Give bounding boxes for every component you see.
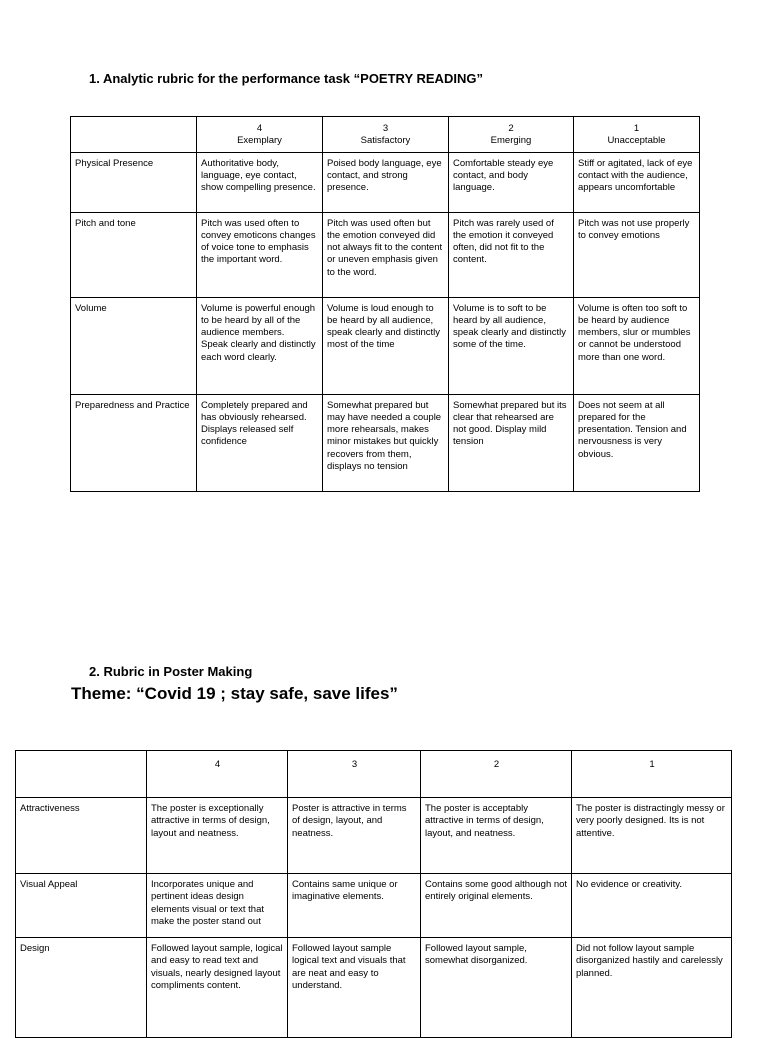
rubric-cell: Poised body language, eye contact, and strong presence. [323, 152, 449, 212]
rubric-cell: Pitch was rarely used of the emotion it conveyed often, did not fit to the content. [449, 212, 574, 297]
rubric-cell: Followed layout sample, somewhat disorganized. [421, 938, 572, 1038]
rubric-cell: Incorporates unique and pertinent ideas design elements visual or text that make the poster stand out [147, 874, 288, 938]
table-header-row [71, 117, 700, 153]
criterion-cell: Pitch and tone [71, 212, 197, 297]
rubric-cell: Contains some good although not entirely original elements. [421, 874, 572, 938]
criterion-cell: Visual Appeal [16, 874, 147, 938]
rubric-cell: Stiff or agitated, lack of eye contact with the audience, appears uncomfortable [574, 152, 700, 212]
header-label: Satisfactory [360, 135, 411, 147]
rubric-cell: The poster is acceptably attractive in terms of design, layout, and neatness. [421, 798, 572, 874]
rubric-cell: Completely prepared and has obviously rehearsed. Displays released self confidence [197, 394, 323, 491]
rubric-cell: Authoritative body, language, eye contact, show compelling presence. [197, 152, 323, 212]
rubric-cell: Contains same unique or imaginative elements. [288, 874, 421, 938]
header-score: 1 [572, 751, 732, 798]
header-empty-cell [16, 751, 147, 798]
rubric-cell: Followed layout sample logical text and visuals that are neat and easy to understand. [288, 938, 421, 1038]
table-row [71, 152, 700, 212]
rubric1-title: 1. Analytic rubric for the performance task “POETRY READING” [89, 71, 483, 86]
rubric-cell: Volume is loud enough to be heard by all audience, speak clearly and distinctly most of the time [323, 297, 449, 394]
criterion-cell: Volume [71, 297, 197, 394]
rubric-cell: Comfortable steady eye contact, and body language. [449, 152, 574, 212]
header-cell [574, 117, 700, 153]
header-score: 4 [256, 123, 263, 134]
header-score: 3 [288, 751, 421, 798]
rubric-cell: Followed layout sample, logical and easy to read text and visuals, nearly designed layout compliments content. [147, 938, 288, 1038]
rubric-cell: Volume is often too soft to be heard by audience members, slur or mumbles or cannot be understood more than one word. [574, 297, 700, 394]
rubric-cell: The poster is distractingly messy or very poorly designed. Its is not attentive. [572, 798, 732, 874]
rubric2-title: 2. Rubric in Poster Making [89, 664, 253, 679]
table-row [71, 297, 700, 394]
table-row [16, 798, 732, 874]
rubric-cell: Pitch was used often to convey emoticons changes of voice tone to emphasis the important word. [197, 212, 323, 297]
poster-making-rubric-table [15, 750, 732, 1038]
poster-theme: Theme: “Covid 19 ; stay safe, save lifes” [71, 684, 398, 703]
header-cell [323, 117, 449, 153]
rubric-cell: Somewhat prepared but its clear that rehearsed are not good. Display mild tension [449, 394, 574, 491]
header-empty-cell [71, 117, 197, 153]
table-row [71, 212, 700, 297]
header-score: 3 [382, 123, 389, 134]
table-row [16, 938, 732, 1038]
rubric-cell: Did not follow layout sample disorganized hastily and carelessly planned. [572, 938, 732, 1038]
header-cell [197, 117, 323, 153]
rubric-cell: Pitch was not use properly to convey emotions [574, 212, 700, 297]
rubric-cell: Somewhat prepared but may have needed a couple more rehearsals, makes minor mistakes but quickly recovers from them, displays no tension [323, 394, 449, 491]
header-label: Unacceptable [607, 135, 666, 147]
header-score: 2 [421, 751, 572, 798]
rubric-cell: Pitch was used often but the emotion conveyed did not always fit to the content or uneven emphasis given to the word. [323, 212, 449, 297]
header-cell [449, 117, 574, 153]
rubric-cell: No evidence or creativity. [572, 874, 732, 938]
criterion-cell: Physical Presence [71, 152, 197, 212]
rubric-cell: The poster is exceptionally attractive in terms of design, layout and neatness. [147, 798, 288, 874]
poetry-reading-rubric-table [70, 116, 700, 492]
header-score: 4 [147, 751, 288, 798]
criterion-cell: Attractiveness [16, 798, 147, 874]
rubric-cell: Volume is powerful enough to be heard by all of the audience members. Speak clearly and distinctly each word clearly. [197, 297, 323, 394]
header-label: Emerging [490, 135, 532, 147]
table-row [71, 394, 700, 491]
header-score: 1 [633, 123, 640, 134]
criterion-cell: Preparedness and Practice [71, 394, 197, 491]
rubric-cell: Does not seem at all prepared for the presentation. Tension and nervousness is very obvious. [574, 394, 700, 491]
table-row [16, 874, 732, 938]
table-header-row [16, 751, 732, 798]
header-score: 2 [508, 123, 514, 134]
rubric-cell: Poster is attractive in terms of design, layout, and neatness. [288, 798, 421, 874]
rubric-cell: Volume is to soft to be heard by all audience, speak clearly and distinctly some of the time. [449, 297, 574, 394]
criterion-cell: Design [16, 938, 147, 1038]
header-label: Exemplary [237, 135, 282, 147]
